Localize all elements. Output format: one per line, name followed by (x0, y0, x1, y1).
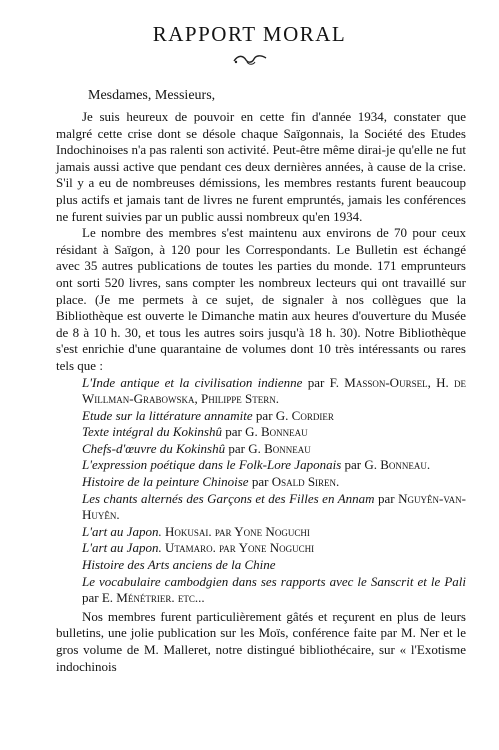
book-author: Yone Noguchi (234, 523, 310, 539)
book-title: Le vocabulaire cambodgien dans ses rapports avec le Sanscrit et le Pali (82, 573, 466, 589)
page-title: RAPPORT MORAL (152, 22, 347, 46)
book-title: Histoire de la peinture Chinoise (82, 474, 249, 490)
book-title: Les chants alternés des Garçons et des Filles en Annam (82, 490, 375, 506)
book-author: G. Bonneau (245, 424, 308, 440)
book-by: Utamaro. par (161, 540, 239, 556)
book-by: par (225, 440, 249, 456)
flourish-ornament-icon (232, 52, 268, 66)
book-entry (82, 441, 466, 458)
book-author: E. Ménétrier. etc... (101, 590, 205, 606)
book-entry (82, 457, 466, 474)
book-author: F. Masson-Oursel, H. de Willman-Grabowska, Philippe Stern. (82, 374, 466, 407)
book-by: par (374, 490, 399, 506)
book-entry (82, 491, 466, 524)
book-entry (82, 524, 466, 541)
paragraph: Nos membres furent particulièrement gâtés et reçurent en plus de leurs bulletins, une jolie publication sur les Moïs, conférence faite par M. Ner et le gros volume de M. Malleret, notre distingué bibliothécaire, sur « l'Exotisme indochinois (56, 608, 466, 674)
book-by: Hokusai. par (161, 523, 235, 539)
book-author: Yone Noguchi (238, 540, 315, 556)
book-by: par (222, 424, 246, 440)
book-author: G. Cordier (275, 407, 334, 423)
book-title: Texte intégral du Kokinshû (82, 424, 222, 440)
book-by: par (341, 457, 365, 473)
book-author: G. Bonneau. (364, 457, 431, 473)
book-by: par (252, 407, 276, 423)
paragraph: Le nombre des membres s'est maintenu aux environs de 70 pour ceux résidant à Saïgon, à 120 pour les Correspondants. Le Bulletin est échangé avec 35 autres publications de toutes les parties du monde. 171 emprunteurs ont sorti 520 livres, sans compter les nombreux lecteurs qui ont travaillé sur place. (Je me permets à ce sujet, de signaler à nos collègues que la Bibliothèque est ouverte le Dimanche matin aux heures d'ouverture du Musée de 8 à 10 h. 30, et tous les autres soirs jusqu'à 18 h. 30). Notre Bibliothèque s'est enrichie d'une quarantaine de volumes dont 10 très intéressants ou rares tels que : (56, 225, 466, 373)
book-title: L'Inde antique et la civilisation indienne (82, 374, 303, 390)
book-title: L'art au Japon. (82, 523, 162, 539)
salutation: Mesdames, Messieurs, (88, 88, 216, 103)
book-entry (82, 408, 466, 425)
book-entry (82, 557, 466, 574)
document-body (56, 109, 466, 675)
book-entry (82, 474, 466, 491)
book-title: L'expression poétique dans le Folk-Lore Japonais (82, 457, 342, 473)
book-list (56, 375, 466, 607)
book-title: Etude sur la littérature annamite (82, 407, 253, 423)
book-title: Histoire des Arts anciens de la Chine (82, 557, 276, 573)
book-entry (82, 424, 466, 441)
book-author: G. Bonneau (248, 440, 311, 456)
book-author: Nguyên-van-Huyên. (82, 490, 466, 523)
book-title: L'art au Japon. (82, 540, 162, 556)
book-entry (82, 375, 466, 408)
book-by: par (82, 590, 102, 606)
book-entry (82, 540, 466, 557)
paragraph: Je suis heureux de pouvoir en cette fin d'année 1934, constater que malgré cette crise dont se désole chaque Saïgonnais, la Société des Etudes Indochinoises n'a pas ralenti son activité. Peut-être même dirai-je qu'elle ne fut jamais aussi active que pendant ces deux dernières années, à cause de la crise. S'il y a eu de nombreuses démissions, les membres restants furent beaucoup plus actifs et jamais tant de livres ne furent empruntés, jamais les conférences ne furent suivies par un public aussi nombreux qu'en 1934. (56, 109, 466, 224)
book-entry (82, 574, 466, 607)
book-title: Chefs-d'œuvre du Kokinshû (82, 440, 226, 456)
book-author: Osald Siren. (271, 474, 340, 490)
book-by: par (248, 474, 272, 490)
book-by: par (302, 374, 330, 390)
